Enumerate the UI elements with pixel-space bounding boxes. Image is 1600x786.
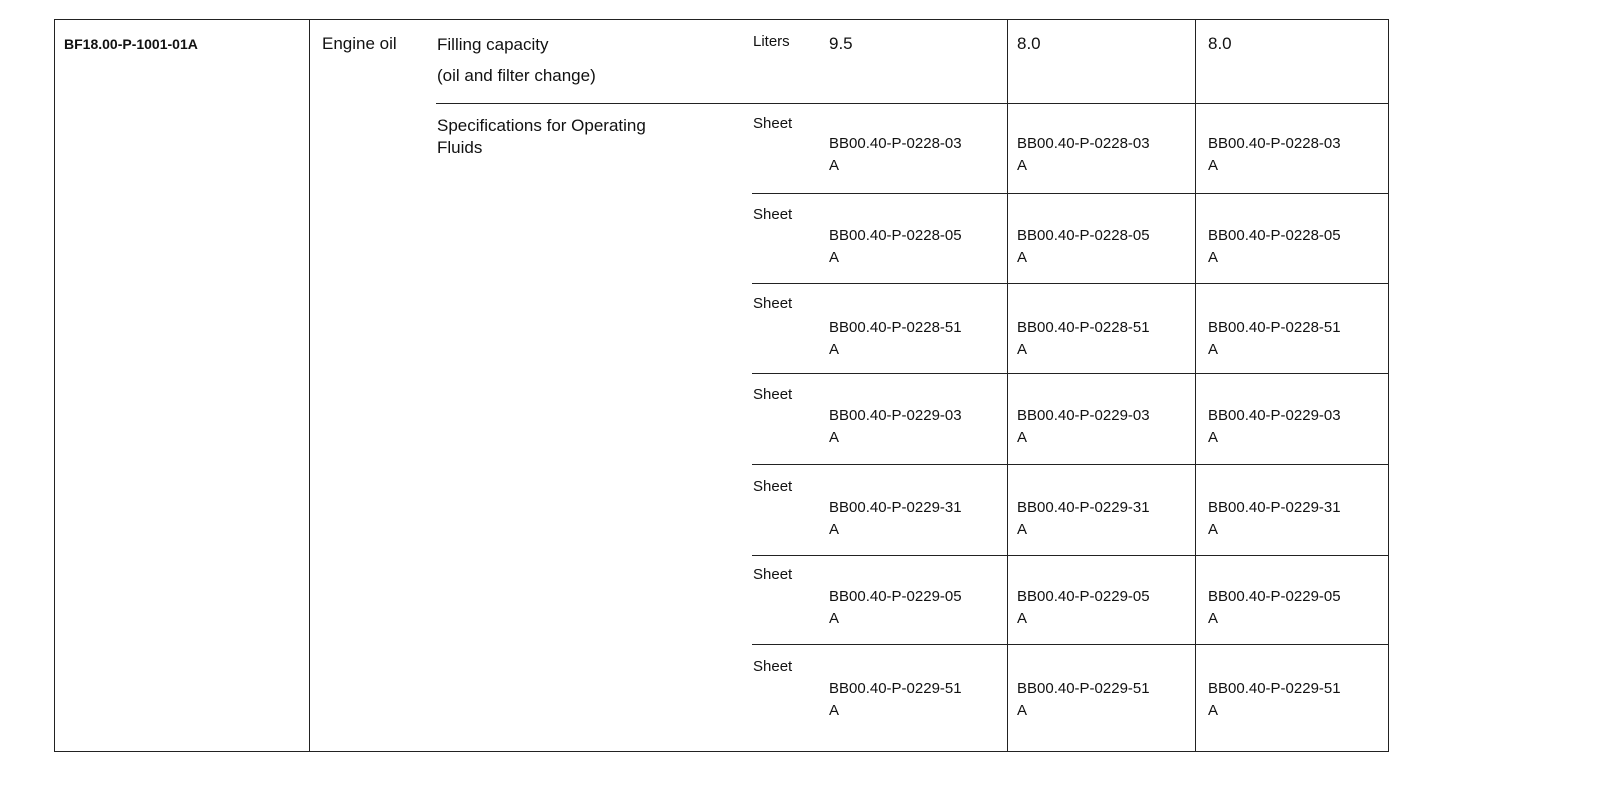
component-label: Engine oil bbox=[322, 34, 397, 53]
spec-unit: Sheet bbox=[753, 295, 793, 312]
filling-capacity-unit: Liters bbox=[753, 33, 790, 50]
specifications-line2: Fluids bbox=[437, 138, 483, 157]
spec-unit: Sheet bbox=[753, 206, 793, 223]
filling-capacity-value: 9.5 bbox=[829, 34, 853, 53]
spec-code: BB00.40-P-0228-05 A bbox=[1208, 227, 1341, 266]
spec-code: BB00.40-P-0228-05 A bbox=[1017, 227, 1150, 266]
spec-unit: Sheet bbox=[753, 115, 793, 132]
column-divider bbox=[1195, 20, 1196, 751]
filling-capacity-label bbox=[437, 29, 596, 91]
column-divider bbox=[1007, 20, 1008, 751]
filling-capacity-line2: (oil and filter change) bbox=[437, 66, 596, 85]
row-divider bbox=[752, 193, 1388, 194]
filling-capacity-value: 8.0 bbox=[1208, 34, 1232, 53]
spec-code: BB00.40-P-0229-31 A bbox=[1208, 499, 1341, 538]
spec-code: BB00.40-P-0228-03 A bbox=[1017, 135, 1150, 174]
spec-code: BB00.40-P-0228-51 A bbox=[1208, 319, 1341, 358]
spec-code: BB00.40-P-0229-03 A bbox=[829, 407, 962, 446]
spec-code: BB00.40-P-0229-05 A bbox=[829, 588, 962, 627]
spec-code: BB00.40-P-0228-05 A bbox=[829, 227, 962, 266]
row-divider bbox=[752, 644, 1388, 645]
spec-code: BB00.40-P-0229-51 A bbox=[829, 680, 962, 719]
spec-code: BB00.40-P-0228-51 A bbox=[829, 319, 962, 358]
row-divider bbox=[752, 283, 1388, 284]
spec-code: BB00.40-P-0229-05 A bbox=[1017, 588, 1150, 627]
spec-unit: Sheet bbox=[753, 386, 793, 403]
spec-unit: Sheet bbox=[753, 658, 793, 675]
specifications-label bbox=[437, 115, 646, 159]
filling-capacity-value: 8.0 bbox=[1017, 34, 1041, 53]
spec-code: BB00.40-P-0229-51 A bbox=[1208, 680, 1341, 719]
spec-unit: Sheet bbox=[753, 566, 793, 583]
spec-unit: Sheet bbox=[753, 478, 793, 495]
spec-code: BB00.40-P-0229-31 A bbox=[1017, 499, 1150, 538]
specifications-line1: Specifications for Operating bbox=[437, 116, 646, 135]
reference-code: BF18.00-P-1001-01A bbox=[64, 36, 198, 52]
row-divider bbox=[752, 555, 1388, 556]
spec-code: BB00.40-P-0229-05 A bbox=[1208, 588, 1341, 627]
row-divider bbox=[752, 373, 1388, 374]
spec-code: BB00.40-P-0229-03 A bbox=[1017, 407, 1150, 446]
spec-code: BB00.40-P-0228-51 A bbox=[1017, 319, 1150, 358]
spec-code: BB00.40-P-0228-03 A bbox=[1208, 135, 1341, 174]
row-divider bbox=[436, 103, 1388, 104]
column-divider bbox=[309, 20, 310, 751]
spec-code: BB00.40-P-0228-03 A bbox=[829, 135, 962, 174]
spec-code: BB00.40-P-0229-51 A bbox=[1017, 680, 1150, 719]
filling-capacity-line1: Filling capacity bbox=[437, 35, 549, 54]
spec-code: BB00.40-P-0229-31 A bbox=[829, 499, 962, 538]
spec-code: BB00.40-P-0229-03 A bbox=[1208, 407, 1341, 446]
spec-table bbox=[54, 19, 1389, 752]
row-divider bbox=[752, 464, 1388, 465]
